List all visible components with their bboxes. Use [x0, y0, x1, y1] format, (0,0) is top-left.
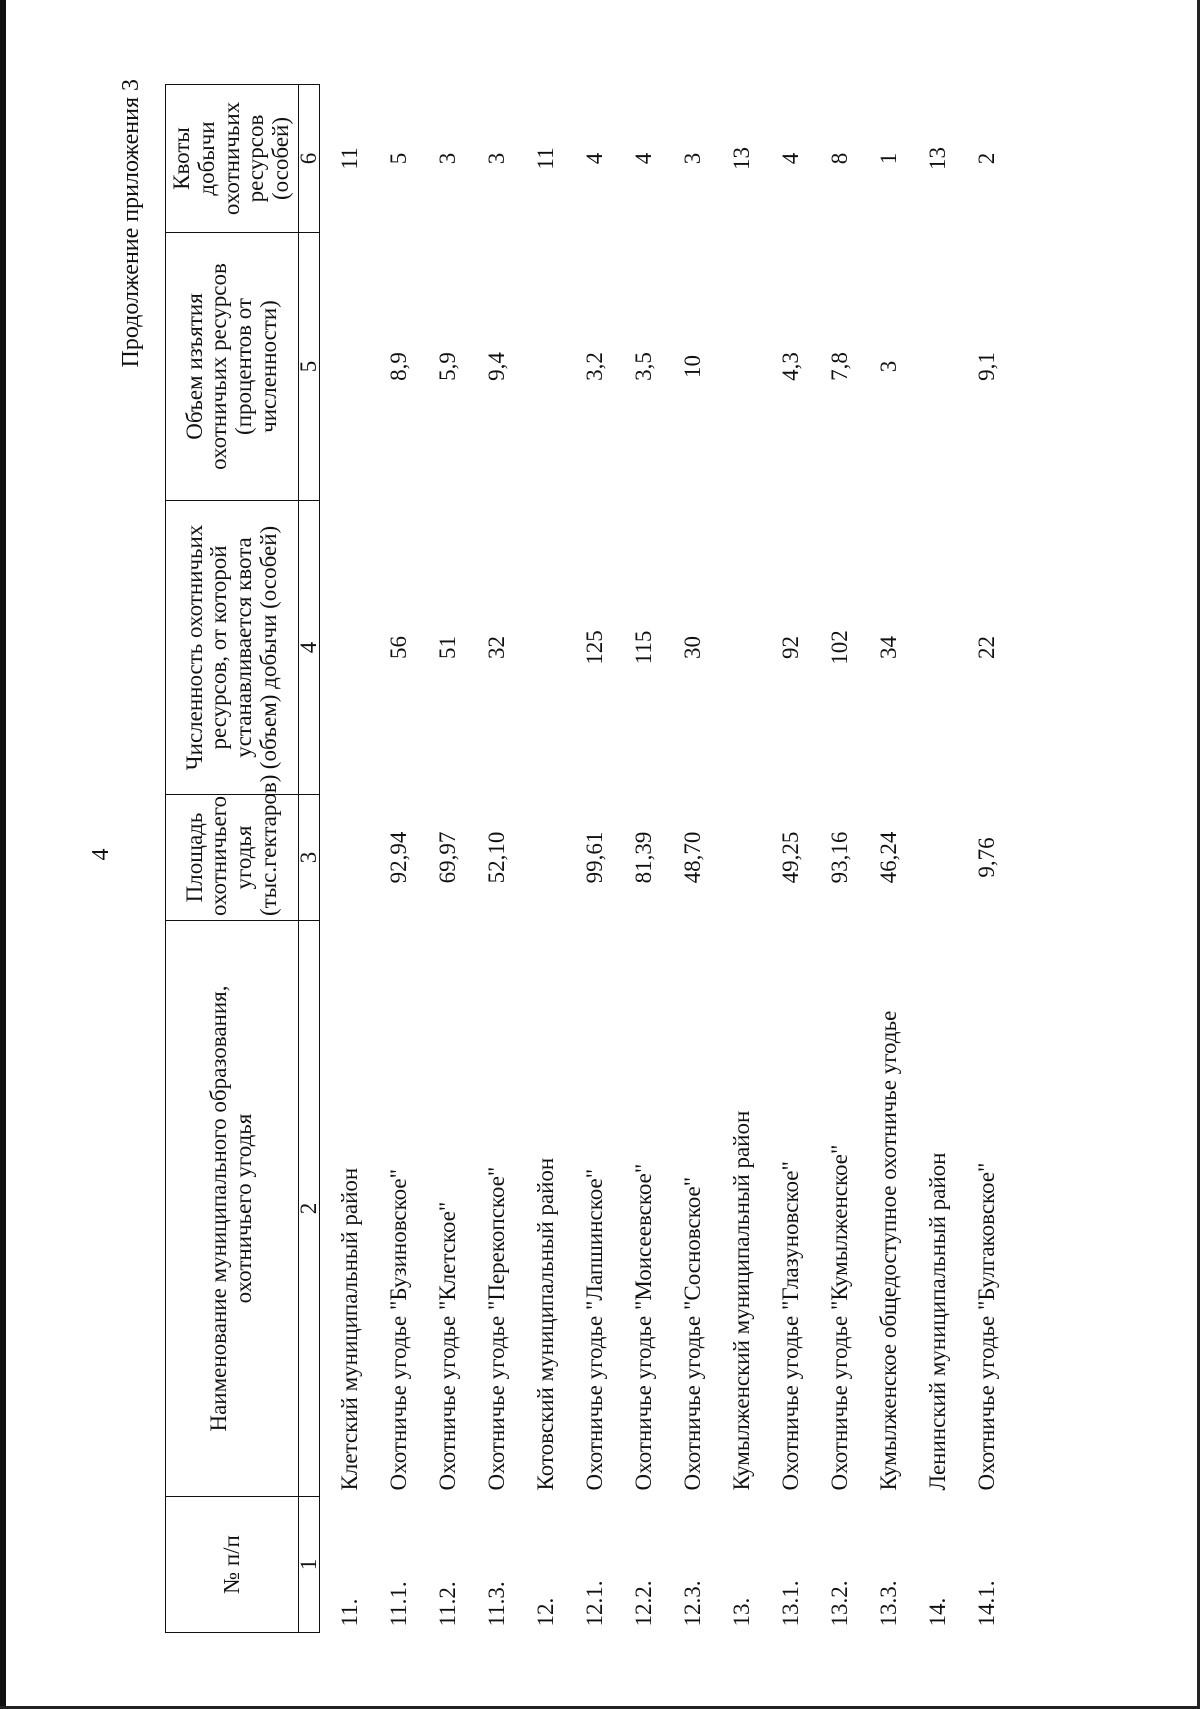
row-number-cell: 12.1. — [582, 1580, 608, 1627]
row-percent-cell — [522, 233, 571, 501]
header-cell-quota: Квоты добычи охотничьих ресурсов (особей) — [166, 85, 299, 233]
row-quota-cell: 3 — [680, 152, 706, 165]
row-number-cell: 13.3. — [876, 1580, 902, 1627]
row-area-cell — [320, 795, 376, 921]
row-count-cell: 32 — [484, 636, 510, 659]
row-number-cell: 11.3. — [484, 1581, 510, 1627]
row-area-cell: 52,10 — [484, 831, 510, 884]
row-percent-cell: 7,8 — [827, 352, 853, 381]
table-row — [865, 85, 914, 1633]
table-header-row — [166, 85, 299, 1633]
column-number-cell: 4 — [299, 501, 320, 795]
table-body — [320, 85, 1013, 1633]
row-area-cell: 69,97 — [435, 831, 461, 884]
row-percent-cell: 9,1 — [974, 352, 1000, 381]
page-number: 4 — [88, 848, 114, 861]
row-number-cell: 11.2. — [435, 1581, 461, 1627]
header-cell-number: № п/п — [166, 1497, 299, 1633]
row-count-cell — [914, 501, 963, 795]
header-cell-percent: Объем изъятия охотничьих ресурсов (процентов от численности) — [166, 233, 299, 501]
row-number-cell: 13.2. — [827, 1580, 853, 1627]
table-row — [320, 85, 376, 1633]
row-count-cell: 34 — [876, 636, 902, 659]
table-row — [914, 85, 963, 1633]
row-quota-cell: 1 — [876, 152, 902, 165]
header-cell-count: Численность охотничьих ресурсов, от которой устанавливается квота (объем) добычи (особей) — [166, 501, 299, 795]
appendix-continuation-note: Продолжение приложения 3 — [118, 79, 144, 368]
row-number-cell: 12. — [533, 1597, 559, 1627]
table-row — [522, 85, 571, 1633]
row-percent-cell: 9,4 — [484, 352, 510, 381]
row-name-cell: Котовский муниципальный район — [533, 1157, 559, 1491]
row-name-cell: Ленинский муниципальный район — [925, 1152, 951, 1491]
row-area-cell: 9,76 — [974, 837, 1000, 878]
row-count-cell: 22 — [974, 636, 1000, 659]
row-percent-cell: 3,2 — [582, 352, 608, 381]
row-name-cell: Кумылженский муниципальный район — [729, 1110, 755, 1491]
table-row — [963, 85, 1012, 1633]
column-number-cell: 2 — [299, 921, 320, 1497]
row-area-cell: 99,61 — [582, 831, 608, 884]
row-number-cell: 11. — [337, 1598, 363, 1627]
row-area-cell: 93,16 — [827, 831, 853, 884]
row-percent-cell — [914, 233, 963, 501]
table-row — [669, 85, 718, 1633]
row-count-cell — [718, 501, 767, 795]
table-row — [375, 85, 424, 1633]
row-count-cell: 30 — [680, 636, 706, 659]
row-name-cell: Охотничье угодье "Сосновское" — [680, 1176, 706, 1491]
table-row — [816, 85, 865, 1633]
row-quota-cell: 13 — [925, 147, 951, 170]
row-quota-cell: 11 — [337, 147, 363, 170]
header-cell-area: Площадь охотничьего угодья (тыс.гектаров) — [166, 795, 299, 921]
row-percent-cell — [320, 233, 376, 501]
row-area-cell: 81,39 — [631, 831, 657, 884]
row-count-cell: 115 — [631, 630, 657, 665]
row-count-cell — [320, 501, 376, 795]
row-number-cell: 12.2. — [631, 1580, 657, 1627]
row-name-cell: Охотничье угодье "Глазуновское" — [778, 1161, 804, 1491]
table-row — [571, 85, 620, 1633]
row-quota-cell: 5 — [386, 152, 412, 165]
row-quota-cell: 4 — [582, 152, 608, 165]
row-percent-cell — [718, 233, 767, 501]
row-area-cell: 92,94 — [386, 831, 412, 884]
row-quota-cell: 2 — [974, 152, 1000, 165]
row-area-cell: 46,24 — [876, 831, 902, 884]
row-count-cell: 102 — [827, 630, 853, 665]
row-percent-cell: 3,5 — [631, 352, 657, 381]
row-number-cell: 14. — [925, 1597, 951, 1627]
row-quota-cell: 13 — [729, 147, 755, 170]
quota-table — [165, 84, 1012, 1633]
row-number-cell: 12.3. — [680, 1580, 706, 1627]
row-quota-cell: 11 — [533, 147, 559, 170]
header-cell-name: Наименование муниципального образования, охотничьего угодья — [166, 921, 299, 1497]
row-quota-cell: 4 — [778, 152, 804, 165]
row-name-cell: Охотничье угодье "Кумылженское" — [827, 1144, 853, 1491]
row-number-cell: 11.1. — [386, 1581, 412, 1627]
row-count-cell: 125 — [582, 630, 608, 665]
row-name-cell: Охотничье угодье "Клетское" — [435, 1201, 461, 1491]
row-name-cell: Клетский муниципальный район — [337, 1167, 363, 1491]
table-row — [424, 85, 473, 1633]
table-row — [718, 85, 767, 1633]
row-count-cell: 56 — [386, 636, 412, 659]
row-count-cell: 92 — [778, 636, 804, 659]
row-quota-cell: 8 — [827, 152, 853, 165]
row-area-cell — [718, 795, 767, 921]
row-name-cell: Охотничье угодье "Моисеевское" — [631, 1163, 657, 1491]
table-row — [620, 85, 669, 1633]
row-percent-cell: 8,9 — [386, 352, 412, 381]
row-percent-cell: 10 — [680, 355, 706, 378]
row-percent-cell: 5,9 — [435, 352, 461, 381]
row-number-cell: 13. — [729, 1597, 755, 1627]
table-row — [767, 85, 816, 1633]
row-name-cell: Охотничье угодье "Булгаковское" — [974, 1162, 1000, 1491]
column-number-cell: 3 — [299, 795, 320, 921]
row-area-cell — [522, 795, 571, 921]
column-number-cell: 1 — [299, 1497, 320, 1633]
row-count-cell — [522, 501, 571, 795]
row-percent-cell: 3 — [876, 360, 902, 373]
row-name-cell: Кумылженское общедоступное охотничье угодье — [876, 1010, 902, 1491]
row-number-cell: 13.1. — [778, 1580, 804, 1627]
row-count-cell: 51 — [435, 636, 461, 659]
column-number-cell: 5 — [299, 233, 320, 501]
row-area-cell — [914, 795, 963, 921]
row-number-cell: 14.1. — [974, 1580, 1000, 1627]
row-quota-cell: 3 — [435, 152, 461, 165]
table-row — [473, 85, 522, 1633]
row-area-cell: 48,70 — [680, 831, 706, 884]
table-column-numbers-row — [299, 85, 320, 1633]
column-number-cell: 6 — [299, 85, 320, 233]
row-name-cell: Охотничье угодье "Бузиновское" — [386, 1168, 412, 1491]
row-name-cell: Охотничье угодье "Перекопское" — [484, 1166, 510, 1491]
row-quota-cell: 4 — [631, 152, 657, 165]
row-quota-cell: 3 — [484, 152, 510, 165]
row-percent-cell: 4,3 — [778, 352, 804, 381]
row-area-cell: 49,25 — [778, 831, 804, 884]
row-name-cell: Охотничье угодье "Лапшинское" — [582, 1168, 608, 1491]
